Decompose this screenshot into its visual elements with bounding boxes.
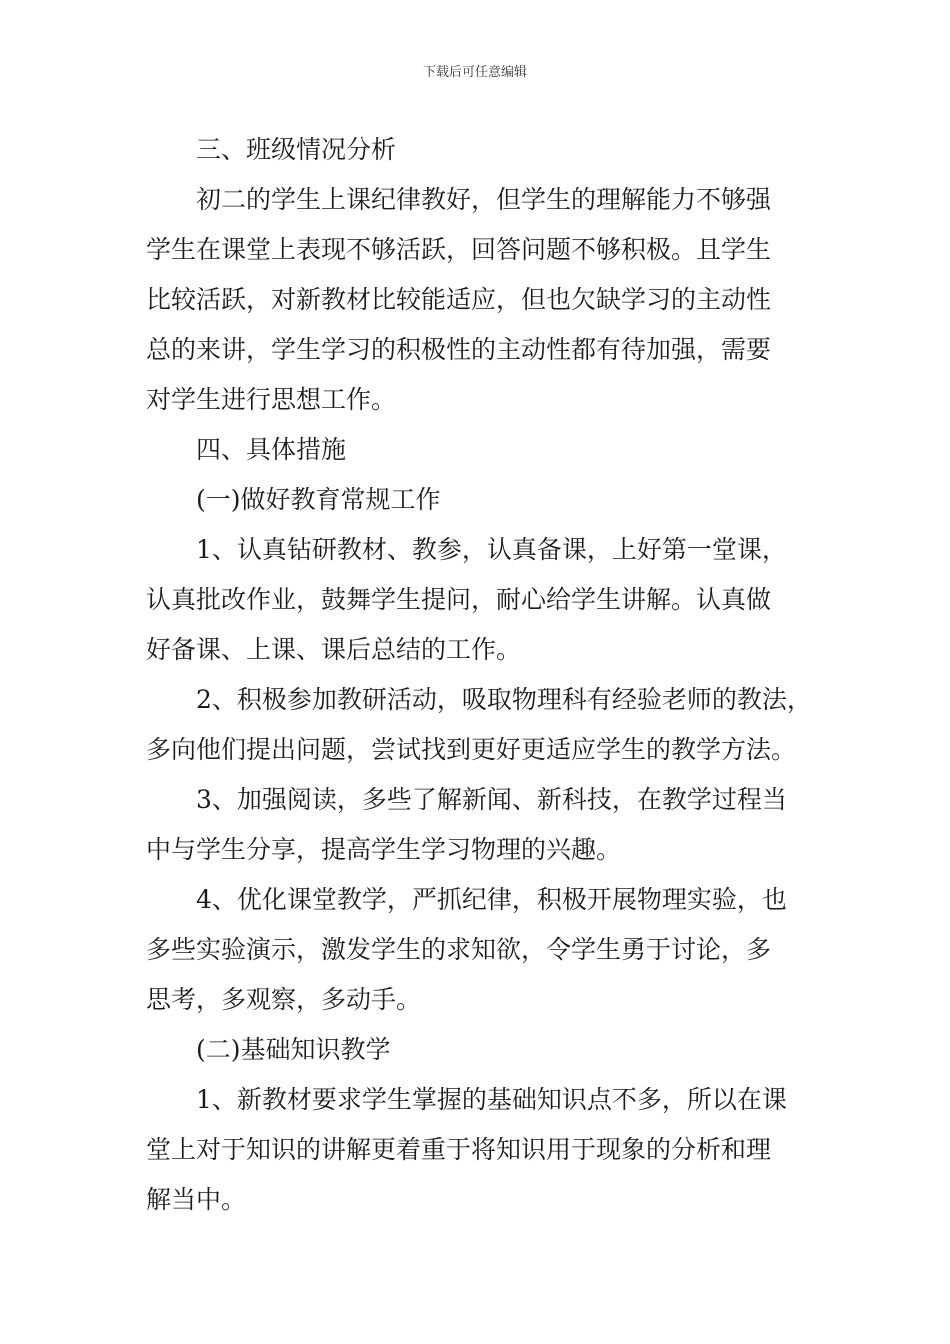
section-heading: 四、具体措施 [196, 435, 347, 464]
paragraph-line: 比较活跃，对新教材比较能适应，但也欠缺学习的主动性 [146, 285, 772, 314]
paragraph-line: 对学生进行思想工作。 [146, 385, 397, 414]
list-item-line: 多向他们提出问题，尝试找到更好更适应学生的教学方法。 [146, 735, 797, 764]
page-header-note: 下载后可任意编辑 [422, 65, 527, 80]
section-heading: 三、班级情况分析 [196, 135, 397, 164]
list-item-line: 3、加强阅读，多些了解新闻、新科技，在教学过程当 [196, 785, 787, 814]
paragraph-line: 总的来讲，学生学习的积极性的主动性都有待加强，需要 [146, 335, 772, 364]
subsection-heading: (一)做好教育常规工作 [196, 485, 441, 514]
list-item-line: 1、认真钻研教材、教参，认真备课，上好第一堂课， [196, 535, 787, 564]
paragraph-line: 初二的学生上课纪律教好，但学生的理解能力不够强 [196, 185, 772, 214]
list-item-line: 思考，多观察，多动手。 [146, 985, 422, 1014]
list-item-line: 2、积极参加教研活动，吸取物理科有经验老师的教法， [196, 685, 812, 714]
list-item-line: 堂上对于知识的讲解更着重于将知识用于现象的分析和理 [146, 1135, 772, 1164]
list-item-line: 4、优化课堂教学，严抓纪律，积极开展物理实验，也 [196, 885, 787, 914]
list-item-line: 多些实验演示，激发学生的求知欲，令学生勇于讨论，多 [146, 935, 772, 964]
list-item-line: 认真批改作业，鼓舞学生提问，耐心给学生讲解。认真做 [146, 585, 772, 614]
list-item-line: 中与学生分享，提高学生学习物理的兴趣。 [146, 835, 622, 864]
list-item-line: 好备课、上课、课后总结的工作。 [146, 635, 522, 664]
document-body [146, 125, 826, 1225]
subsection-heading: (二)基础知识教学 [196, 1035, 391, 1064]
paragraph-line: 学生在课堂上表现不够活跃，回答问题不够积极。且学生 [146, 235, 772, 264]
list-item-line: 解当中。 [146, 1185, 247, 1214]
list-item-line: 1、新教材要求学生掌握的基础知识点不多，所以在课 [196, 1085, 787, 1114]
